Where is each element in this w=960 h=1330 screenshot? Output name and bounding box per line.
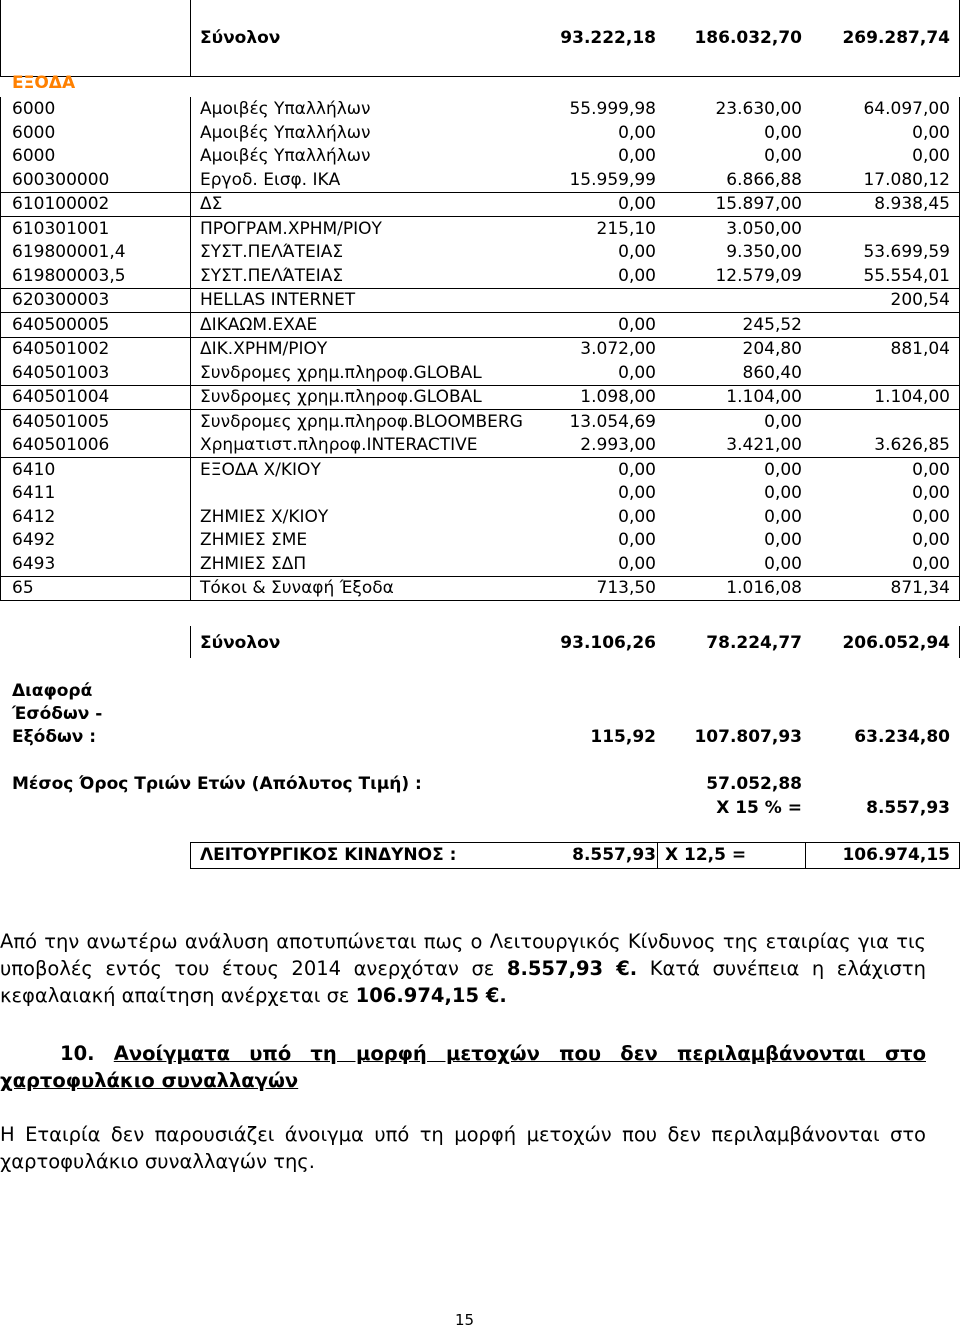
section-number: 10. xyxy=(60,1042,95,1065)
expense-year3: 881,04 xyxy=(890,339,950,359)
income-total-y3: 269.287,74 xyxy=(842,28,950,48)
expense-year1: 0,00 xyxy=(618,242,656,262)
expense-year2: 0,00 xyxy=(764,411,802,432)
expense-year1: 2.993,00 xyxy=(580,435,656,455)
expense-code: 640501005 xyxy=(12,411,110,432)
income-total-y2: 186.032,70 xyxy=(694,28,802,48)
expense-year2: 0,00 xyxy=(764,530,802,550)
risk-mult-label: Χ 12,5 = xyxy=(665,845,747,865)
expense-year3: 0,00 xyxy=(912,483,950,503)
expense-code: 619800003,5 xyxy=(12,265,126,286)
income-total-label: Σύνολον xyxy=(200,28,281,48)
expense-code: 6000 xyxy=(12,122,56,143)
expense-year2: 1.016,08 xyxy=(726,578,802,598)
table-row-border xyxy=(0,600,960,601)
difference-label-1: Διαφορά xyxy=(12,681,93,701)
expense-code: 6411 xyxy=(12,483,56,503)
expense-year2: 245,52 xyxy=(742,314,802,335)
expense-total-border-left xyxy=(190,626,191,658)
expense-total-y3: 206.052,94 xyxy=(842,633,950,653)
table-column-border xyxy=(190,97,191,601)
expense-description: Συνδρομες χρημ.πληροφ.BLOOMBERG xyxy=(200,411,523,432)
expense-year3: 8.938,45 xyxy=(874,194,950,214)
expense-year1: 215,10 xyxy=(596,218,656,239)
expense-year2: 1.104,00 xyxy=(726,387,802,407)
expense-description: ΔΙΚΑΩΜ.ΕΧΑΕ xyxy=(200,314,318,335)
average-label: Μέσος Όρος Τριών Ετών (Απόλυτος Τιμή) : xyxy=(12,774,422,794)
expense-description: ΖΗΜΙΕΣ Χ/ΚΙΟΥ xyxy=(200,506,329,527)
page-number: 15 xyxy=(455,1311,475,1329)
expense-code: 6492 xyxy=(12,530,56,550)
expense-code: 620300003 xyxy=(12,290,110,310)
expense-year1: 1.098,00 xyxy=(580,387,656,407)
conclusion-risk-amount: 8.557,93 €. xyxy=(506,957,638,980)
expense-year3: 0,00 xyxy=(912,459,950,480)
expense-description: Τόκοι & Συναφή Έξοδα xyxy=(200,578,394,598)
expense-year1: 0,00 xyxy=(618,265,656,286)
expense-year3: 0,00 xyxy=(912,553,950,574)
difference-label-2: Έσόδων - xyxy=(12,704,103,724)
section-title: Ανοίγματα υπό τη μορφή μετοχών που δεν περιλαμβάνονται στο χαρτοφυλάκιο συναλλαγών xyxy=(0,1042,926,1092)
expense-year1: 55.999,98 xyxy=(569,99,656,119)
conclusion-text-1: Από την ανωτέρω ανάλυση αποτυπώνεται πως ο Λειτουργικός Κίνδυνος της εταιρίας για τις υποβολές εντός του έτους 2014 ανερχόταν σε xyxy=(0,930,926,980)
expense-year3: 0,00 xyxy=(912,146,950,166)
expense-year3: 0,00 xyxy=(912,122,950,143)
expense-year1: 0,00 xyxy=(618,483,656,503)
expense-total-y1: 93.106,26 xyxy=(560,633,656,653)
expense-year1: 0,00 xyxy=(618,362,656,383)
expense-year1: 3.072,00 xyxy=(580,339,656,359)
expense-year2: 204,80 xyxy=(742,339,802,359)
expense-year2: 3.421,00 xyxy=(726,435,802,455)
expense-year2: 23.630,00 xyxy=(715,99,802,119)
expense-year2: 6.866,88 xyxy=(726,169,802,190)
expense-year1: 0,00 xyxy=(618,194,656,214)
expense-year1: 0,00 xyxy=(618,146,656,166)
expense-code: 65 xyxy=(12,578,34,598)
difference-label-3: Εξόδων : xyxy=(12,727,97,747)
difference-y1: 115,92 xyxy=(590,727,656,747)
expense-total-y2: 78.224,77 xyxy=(706,633,802,653)
expense-year3: 17.080,12 xyxy=(863,169,950,190)
expense-code: 619800001,4 xyxy=(12,242,126,262)
expense-description: ΖΗΜΙΕΣ ΣΜΕ xyxy=(200,530,308,550)
expense-year2: 9.350,00 xyxy=(726,242,802,262)
expense-description: Αμοιβές Υπαλλήλων xyxy=(200,99,371,119)
risk-value: 8.557,93 xyxy=(572,845,656,865)
expense-code: 640501003 xyxy=(12,362,110,383)
expense-year1: 0,00 xyxy=(618,506,656,527)
expense-year2: 0,00 xyxy=(764,146,802,166)
conclusion-paragraph xyxy=(0,928,926,1009)
table-row-border xyxy=(0,216,960,217)
expense-year3: 53.699,59 xyxy=(863,242,950,262)
table-row-border xyxy=(0,576,960,577)
expense-code: 6000 xyxy=(12,146,56,166)
table-row-border xyxy=(0,192,960,193)
expense-description: ΣΥΣΤ.ΠΕΛΆΤΕΙΑΣ xyxy=(200,265,344,286)
table-border-col xyxy=(190,0,191,76)
expense-code: 6000 xyxy=(12,99,56,119)
expense-code: 6410 xyxy=(12,459,56,480)
expense-description: Χρηματιστ.πληροφ.INTERACTIVE xyxy=(200,435,478,455)
expense-year1: 713,50 xyxy=(596,578,656,598)
expense-year1: 0,00 xyxy=(618,553,656,574)
table-row-border xyxy=(0,288,960,289)
expense-code: 640501006 xyxy=(12,435,110,455)
table-border-left xyxy=(0,0,1,76)
income-total-y1: 93.222,18 xyxy=(560,28,656,48)
difference-y3: 63.234,80 xyxy=(854,727,950,747)
conclusion-text-2: Κατά συνέπεια η ελάχιστη κεφαλαιακή απαίτηση ανέρχεται σε xyxy=(0,957,926,1007)
expenses-header: ΕΞΟΔΑ xyxy=(12,73,76,93)
table-row-border xyxy=(0,312,960,313)
expense-description: ΔΣ xyxy=(200,194,223,214)
expense-year1: 0,00 xyxy=(618,122,656,143)
expense-year1: 0,00 xyxy=(618,314,656,335)
expense-code: 640500005 xyxy=(12,314,110,335)
difference-y2: 107.807,93 xyxy=(694,727,802,747)
expense-year2: 0,00 xyxy=(764,459,802,480)
expense-description: ΕΞΟΔΑ Χ/ΚΙΟΥ xyxy=(200,459,321,480)
expense-year2: 15.897,00 xyxy=(715,194,802,214)
expense-total-label: Σύνολον xyxy=(200,633,281,653)
table-column-border xyxy=(0,97,1,601)
section-heading xyxy=(0,1040,926,1094)
expense-year2: 3.050,00 xyxy=(726,218,802,239)
expense-code: 610301001 xyxy=(12,218,110,239)
expense-code: 600300000 xyxy=(12,169,110,190)
expense-year2: 0,00 xyxy=(764,122,802,143)
table-border-top-totals xyxy=(0,76,960,77)
expenses-table xyxy=(0,97,960,601)
expense-year3: 0,00 xyxy=(912,530,950,550)
risk-box-divider-2 xyxy=(805,843,806,868)
expense-year2: 0,00 xyxy=(764,553,802,574)
expense-description: Αμοιβές Υπαλλήλων xyxy=(200,146,371,166)
table-row-border xyxy=(0,337,960,338)
expense-code: 6412 xyxy=(12,506,56,527)
expense-year1: 13.054,69 xyxy=(569,411,656,432)
expense-code: 610100002 xyxy=(12,194,110,214)
expense-description: ΔΙΚ.ΧΡΗΜ/ΡΙΟΥ xyxy=(200,339,328,359)
expense-description: ΣΥΣΤ.ΠΕΛΆΤΕΙΑΣ xyxy=(200,242,344,262)
expense-description: Συνδρομες χρημ.πληροφ.GLOBAL xyxy=(200,387,482,407)
risk-result: 106.974,15 xyxy=(842,845,950,865)
expense-year3: 3.626,85 xyxy=(874,435,950,455)
expense-year3: 0,00 xyxy=(912,506,950,527)
expense-year1: 0,00 xyxy=(618,530,656,550)
expense-year3: 55.554,01 xyxy=(863,265,950,286)
expense-year1: 15.959,99 xyxy=(569,169,656,190)
table-row-border xyxy=(0,457,960,458)
average-value: 57.052,88 xyxy=(706,774,802,794)
expense-description: HELLAS INTERNET xyxy=(200,290,356,310)
expense-description: ΠΡΟΓΡΑΜ.ΧΡΗΜ/ΡΙΟΥ xyxy=(200,218,382,239)
expense-year3: 200,54 xyxy=(890,290,950,310)
section-paragraph: Η Εταιρία δεν παρουσιάζει άνοιγμα υπό τη μορφή μετοχών που δεν περιλαμβάνονται στο χαρτοφυλάκιο συναλλαγών της. xyxy=(0,1123,926,1173)
risk-label: ΛΕΙΤΟΥΡΓΙΚΟΣ ΚΙΝΔΥΝΟΣ : xyxy=(200,845,457,865)
average-mult-label: Χ 15 % = xyxy=(716,798,802,818)
expense-year2: 12.579,09 xyxy=(715,265,802,286)
expense-year3: 1.104,00 xyxy=(874,387,950,407)
expense-year3: 871,34 xyxy=(890,578,950,598)
expense-description: Συνδρομες χρημ.πληροφ.GLOBAL xyxy=(200,362,482,383)
expense-year3: 64.097,00 xyxy=(863,99,950,119)
expense-description: Εργοδ. Εισφ. ΙΚΑ xyxy=(200,169,341,190)
expense-code: 640501004 xyxy=(12,387,110,407)
average-mult-value: 8.557,93 xyxy=(866,798,950,818)
conclusion-capital-amount: 106.974,15 €. xyxy=(355,984,507,1007)
risk-box-divider-1 xyxy=(657,843,658,868)
expense-description: Αμοιβές Υπαλλήλων xyxy=(200,122,371,143)
expense-year2: 0,00 xyxy=(764,506,802,527)
expense-year2: 0,00 xyxy=(764,483,802,503)
expense-year1: 0,00 xyxy=(618,459,656,480)
expense-code: 640501002 xyxy=(12,339,110,359)
expense-code: 6493 xyxy=(12,553,56,574)
expense-description: ΖΗΜΙΕΣ ΣΔΠ xyxy=(200,553,307,574)
expense-year2: 860,40 xyxy=(742,362,802,383)
